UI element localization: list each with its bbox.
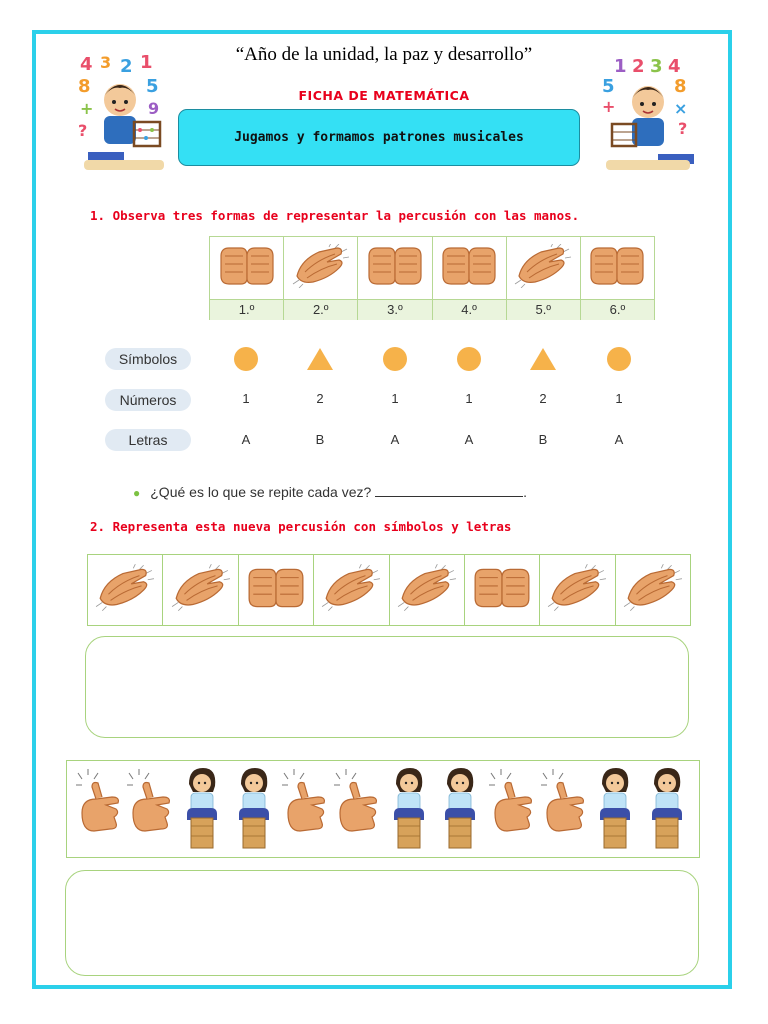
student-numbers-illustration-right bbox=[600, 52, 696, 176]
worksheet-title: FICHA DE MATEMÁTICA bbox=[298, 88, 470, 103]
clap-icon bbox=[622, 563, 684, 617]
fists-icon bbox=[439, 244, 499, 292]
question-1: 1. Observa tres formas de representar la percusión con las manos. bbox=[90, 208, 580, 223]
number-value: 1 bbox=[242, 391, 250, 406]
percussion-table-1 bbox=[209, 236, 655, 320]
hand-cell bbox=[465, 555, 540, 625]
drummer-icon bbox=[437, 766, 483, 852]
number-value: 2 bbox=[539, 391, 547, 406]
circle-symbol bbox=[605, 345, 633, 377]
number-value: 2 bbox=[316, 391, 324, 406]
svg-text:+: + bbox=[80, 99, 94, 118]
hand-cell bbox=[88, 555, 163, 625]
svg-text:3: 3 bbox=[650, 56, 663, 77]
svg-text:3: 3 bbox=[100, 53, 112, 72]
fists-icon bbox=[587, 244, 647, 292]
repeat-question-text: ¿Qué es lo que se repite cada vez? bbox=[150, 484, 372, 500]
number-value: 1 bbox=[391, 391, 399, 406]
answer-box-2[interactable] bbox=[65, 870, 699, 976]
number-value: 1 bbox=[615, 391, 623, 406]
snap-icon bbox=[127, 766, 173, 852]
letter-value: B bbox=[538, 432, 548, 447]
circle-symbol bbox=[455, 345, 483, 377]
svg-text:1: 1 bbox=[140, 52, 153, 73]
svg-text:2: 2 bbox=[120, 56, 133, 77]
percussion-table-2 bbox=[87, 554, 691, 626]
hand-cell bbox=[390, 555, 465, 625]
numbers-label: Números bbox=[105, 389, 191, 411]
triangle-symbol bbox=[306, 345, 334, 377]
snap-icon bbox=[76, 766, 122, 852]
svg-text:+: + bbox=[602, 97, 616, 116]
hand-cell bbox=[358, 237, 432, 299]
ordinal-label: 5.º bbox=[507, 300, 581, 320]
student-numbers-illustration-left bbox=[76, 52, 172, 176]
bullet-icon: ● bbox=[133, 486, 141, 500]
question-2: 2. Representa esta nueva percusión con símbolos y letras bbox=[90, 519, 512, 534]
drummer-icon bbox=[386, 766, 432, 852]
letter-value: B bbox=[315, 432, 325, 447]
answer-blank[interactable] bbox=[375, 484, 523, 497]
answer-box-1[interactable] bbox=[85, 636, 689, 738]
hand-cell bbox=[314, 555, 389, 625]
drummer-icon bbox=[179, 766, 225, 852]
ordinal-label: 2.º bbox=[284, 300, 358, 320]
snap-icon bbox=[334, 766, 380, 852]
fists-icon bbox=[245, 563, 307, 617]
letter-value: A bbox=[241, 432, 251, 447]
hand-cell bbox=[210, 237, 284, 299]
clap-icon bbox=[546, 563, 608, 617]
clap-icon bbox=[170, 563, 232, 617]
hand-cell bbox=[239, 555, 314, 625]
question-end: . bbox=[523, 484, 528, 500]
snap-icon bbox=[489, 766, 535, 852]
svg-text:2: 2 bbox=[632, 56, 645, 77]
svg-text:?: ? bbox=[78, 121, 88, 140]
svg-text:5: 5 bbox=[602, 76, 615, 97]
svg-text:8: 8 bbox=[674, 76, 687, 97]
topic-banner: Jugamos y formamos patrones musicales bbox=[178, 109, 580, 166]
hand-cell bbox=[616, 555, 690, 625]
snap-icon bbox=[541, 766, 587, 852]
fists-icon bbox=[471, 563, 533, 617]
fists-icon bbox=[217, 244, 277, 292]
ordinal-label: 4.º bbox=[433, 300, 507, 320]
hand-cell bbox=[433, 237, 507, 299]
circle-symbol bbox=[232, 345, 260, 377]
clap-icon bbox=[320, 563, 382, 617]
svg-text:4: 4 bbox=[668, 56, 681, 77]
number-value: 1 bbox=[465, 391, 473, 406]
letter-value: A bbox=[614, 432, 624, 447]
ordinal-label: 6.º bbox=[609, 302, 626, 317]
hand-cell bbox=[163, 555, 238, 625]
hand-cell bbox=[284, 237, 358, 299]
drummer-icon bbox=[592, 766, 638, 852]
snap-icon bbox=[282, 766, 328, 852]
svg-text:9: 9 bbox=[148, 99, 160, 118]
svg-text:5: 5 bbox=[146, 76, 159, 97]
clap-icon bbox=[513, 244, 573, 292]
circle-symbol bbox=[381, 345, 409, 377]
letter-value: A bbox=[464, 432, 474, 447]
symbols-label: Símbolos bbox=[105, 348, 191, 370]
triangle-symbol bbox=[529, 345, 557, 377]
drummer-icon bbox=[644, 766, 690, 852]
hand-cell bbox=[507, 237, 581, 299]
hand-cell bbox=[540, 555, 615, 625]
letter-value: A bbox=[390, 432, 400, 447]
letters-label: Letras bbox=[105, 429, 191, 451]
drummer-icon bbox=[231, 766, 277, 852]
clap-icon bbox=[291, 244, 351, 292]
svg-text:8: 8 bbox=[78, 76, 91, 97]
snap-drum-pattern-strip bbox=[66, 760, 700, 858]
svg-text:?: ? bbox=[678, 119, 688, 138]
repeat-question bbox=[133, 484, 527, 500]
ordinal-label: 1.º bbox=[210, 300, 284, 320]
fists-icon bbox=[365, 244, 425, 292]
hand-cell bbox=[581, 237, 654, 299]
svg-text:1: 1 bbox=[614, 56, 627, 77]
svg-text:×: × bbox=[674, 99, 688, 118]
clap-icon bbox=[94, 563, 156, 617]
ordinal-label: 3.º bbox=[358, 300, 432, 320]
motto-heading: “Año de la unidad, la paz y desarrollo” bbox=[235, 44, 533, 65]
clap-icon bbox=[396, 563, 458, 617]
svg-text:4: 4 bbox=[80, 54, 93, 75]
